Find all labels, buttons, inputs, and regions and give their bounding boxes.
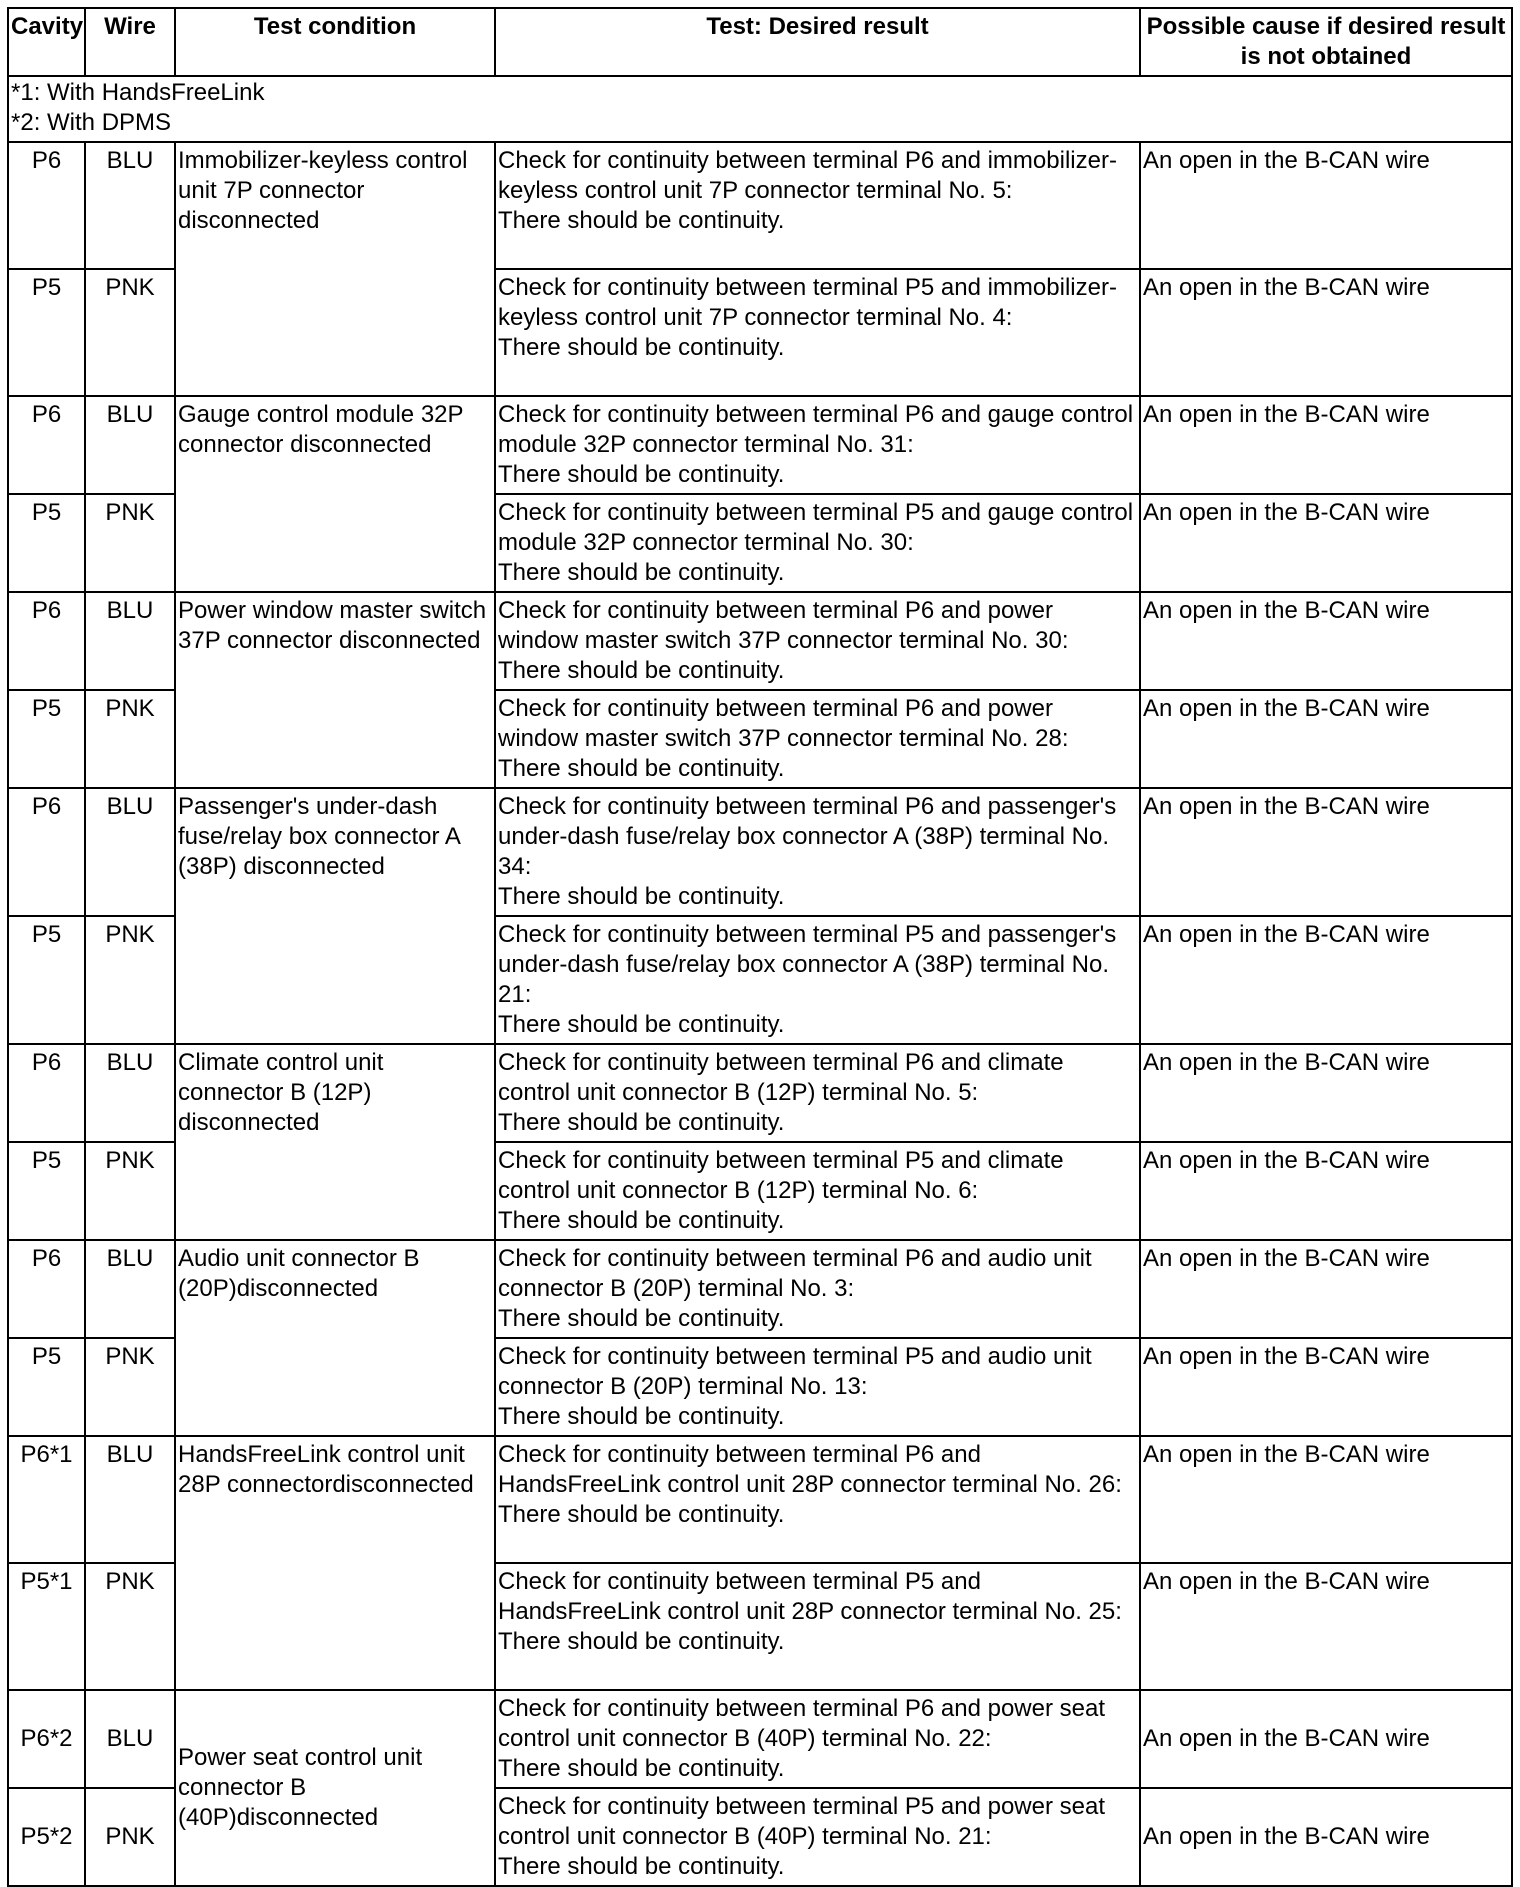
desired-result-cell: Check for continuity between terminal P6 and immobilizer-keyless control unit 7P connector terminal No. 5: There should be continuity. — [495, 142, 1140, 269]
possible-cause-cell: An open in the B-CAN wire — [1140, 142, 1512, 269]
table-row — [8, 1436, 1512, 1563]
desired-result-cell: Check for continuity between terminal P6 and audio unit connector B (20P) terminal No. 3: There should be continuity. — [495, 1240, 1140, 1338]
possible-cause-cell: An open in the B-CAN wire — [1140, 788, 1512, 916]
table-row — [8, 1690, 1512, 1788]
test-condition-cell: Climate control unit connector B (12P) disconnected — [175, 1044, 495, 1240]
cavity-cell: P6 — [8, 396, 85, 494]
wire-cell: BLU — [85, 788, 175, 916]
desired-result-cell: Check for continuity between terminal P6 and gauge control module 32P connector terminal No. 31: There should be continuity. — [495, 396, 1140, 494]
wire-cell: BLU — [85, 1690, 175, 1788]
cavity-cell: P6 — [8, 1044, 85, 1142]
wire-cell: PNK — [85, 1338, 175, 1436]
wire-cell: PNK — [85, 494, 175, 592]
desired-result-cell: Check for continuity between terminal P6 and passenger's under-dash fuse/relay box connector A (38P) terminal No. 34: There should be continuity. — [495, 788, 1140, 916]
desired-result-cell: Check for continuity between terminal P5 and immobilizer-keyless control unit 7P connector terminal No. 4: There should be continuity. — [495, 269, 1140, 396]
table-row — [8, 592, 1512, 690]
desired-result-cell: Check for continuity between terminal P6 and power window master switch 37P connector terminal No. 28: There should be continuity. — [495, 690, 1140, 788]
cavity-cell: P5*1 — [8, 1563, 85, 1690]
desired-result-cell: Check for continuity between terminal P5 and climate control unit connector B (12P) terminal No. 6: There should be continuity. — [495, 1142, 1140, 1240]
footnotes — [8, 76, 1512, 142]
wire-cell: PNK — [85, 916, 175, 1044]
test-condition-cell: Immobilizer-keyless control unit 7P connector disconnected — [175, 142, 495, 396]
cavity-cell: P6 — [8, 142, 85, 269]
possible-cause-cell: An open in the B-CAN wire — [1140, 1788, 1512, 1886]
wire-cell: PNK — [85, 1142, 175, 1240]
footnote-1: *1: With HandsFreeLink — [11, 79, 265, 106]
possible-cause-cell: An open in the B-CAN wire — [1140, 690, 1512, 788]
possible-cause-cell: An open in the B-CAN wire — [1140, 1044, 1512, 1142]
desired-result-cell: Check for continuity between terminal P5 and gauge control module 32P connector terminal No. 30: There should be continuity. — [495, 494, 1140, 592]
test-condition-cell: Gauge control module 32P connector disconnected — [175, 396, 495, 592]
header-test-condition: Test condition — [175, 8, 495, 76]
notes-row — [8, 76, 1512, 142]
header-possible-cause: Possible cause if desired result is not obtained — [1140, 8, 1512, 76]
cavity-cell: P5 — [8, 690, 85, 788]
test-condition-cell: Power window master switch 37P connector disconnected — [175, 592, 495, 788]
table-row — [8, 396, 1512, 494]
cavity-cell: P6*1 — [8, 1436, 85, 1563]
desired-result-cell: Check for continuity between terminal P5 and passenger's under-dash fuse/relay box connector A (38P) terminal No. 21: There should be continuity. — [495, 916, 1140, 1044]
cavity-cell: P6*2 — [8, 1690, 85, 1788]
continuity-test-table — [7, 7, 1513, 1887]
table-row — [8, 1240, 1512, 1338]
possible-cause-cell: An open in the B-CAN wire — [1140, 1142, 1512, 1240]
possible-cause-cell: An open in the B-CAN wire — [1140, 1436, 1512, 1563]
possible-cause-cell: An open in the B-CAN wire — [1140, 1690, 1512, 1788]
desired-result-cell: Check for continuity between terminal P5 and power seat control unit connector B (40P) terminal No. 21: There should be continuity. — [495, 1788, 1140, 1886]
wire-cell: BLU — [85, 1240, 175, 1338]
possible-cause-cell: An open in the B-CAN wire — [1140, 1240, 1512, 1338]
possible-cause-cell: An open in the B-CAN wire — [1140, 269, 1512, 396]
table-row — [8, 142, 1512, 269]
desired-result-cell: Check for continuity between terminal P6 and HandsFreeLink control unit 28P connector terminal No. 26: There should be continuity. — [495, 1436, 1140, 1563]
desired-result-cell: Check for continuity between terminal P6 and climate control unit connector B (12P) terminal No. 5: There should be continuity. — [495, 1044, 1140, 1142]
desired-result-cell: Check for continuity between terminal P5 and audio unit connector B (20P) terminal No. 13: There should be continuity. — [495, 1338, 1140, 1436]
cavity-cell: P6 — [8, 592, 85, 690]
header-wire: Wire — [85, 8, 175, 76]
cavity-cell: P5 — [8, 269, 85, 396]
header-row — [8, 8, 1512, 76]
test-condition-cell: Power seat control unit connector B (40P)disconnected — [175, 1690, 495, 1886]
desired-result-cell: Check for continuity between terminal P5 and HandsFreeLink control unit 28P connector terminal No. 25: There should be continuity. — [495, 1563, 1140, 1690]
cavity-cell: P5 — [8, 1142, 85, 1240]
possible-cause-cell: An open in the B-CAN wire — [1140, 494, 1512, 592]
cavity-cell: P6 — [8, 1240, 85, 1338]
wire-cell: PNK — [85, 269, 175, 396]
cavity-cell: P5 — [8, 494, 85, 592]
footnote-2: *2: With DPMS — [11, 109, 172, 136]
wire-cell: BLU — [85, 1436, 175, 1563]
possible-cause-cell: An open in the B-CAN wire — [1140, 396, 1512, 494]
wire-cell: PNK — [85, 1788, 175, 1886]
header-cavity: Cavity — [8, 8, 85, 76]
wire-cell: BLU — [85, 592, 175, 690]
table-row — [8, 1044, 1512, 1142]
desired-result-cell: Check for continuity between terminal P6 and power window master switch 37P connector terminal No. 30: There should be continuity. — [495, 592, 1140, 690]
cavity-cell: P5 — [8, 1338, 85, 1436]
wire-cell: BLU — [85, 142, 175, 269]
test-condition-cell: HandsFreeLink control unit 28P connectordisconnected — [175, 1436, 495, 1690]
table-row — [8, 788, 1512, 916]
wire-cell: BLU — [85, 1044, 175, 1142]
possible-cause-cell: An open in the B-CAN wire — [1140, 1563, 1512, 1690]
wire-cell: BLU — [85, 396, 175, 494]
test-condition-cell: Audio unit connector B (20P)disconnected — [175, 1240, 495, 1436]
cavity-cell: P5*2 — [8, 1788, 85, 1886]
cavity-cell: P6 — [8, 788, 85, 916]
desired-result-cell: Check for continuity between terminal P6 and power seat control unit connector B (40P) terminal No. 22: There should be continuity. — [495, 1690, 1140, 1788]
header-desired-result: Test: Desired result — [495, 8, 1140, 76]
possible-cause-cell: An open in the B-CAN wire — [1140, 1338, 1512, 1436]
possible-cause-cell: An open in the B-CAN wire — [1140, 916, 1512, 1044]
test-condition-cell: Passenger's under-dash fuse/relay box connector A (38P) disconnected — [175, 788, 495, 1044]
wire-cell: PNK — [85, 690, 175, 788]
wire-cell: PNK — [85, 1563, 175, 1690]
possible-cause-cell: An open in the B-CAN wire — [1140, 592, 1512, 690]
cavity-cell: P5 — [8, 916, 85, 1044]
